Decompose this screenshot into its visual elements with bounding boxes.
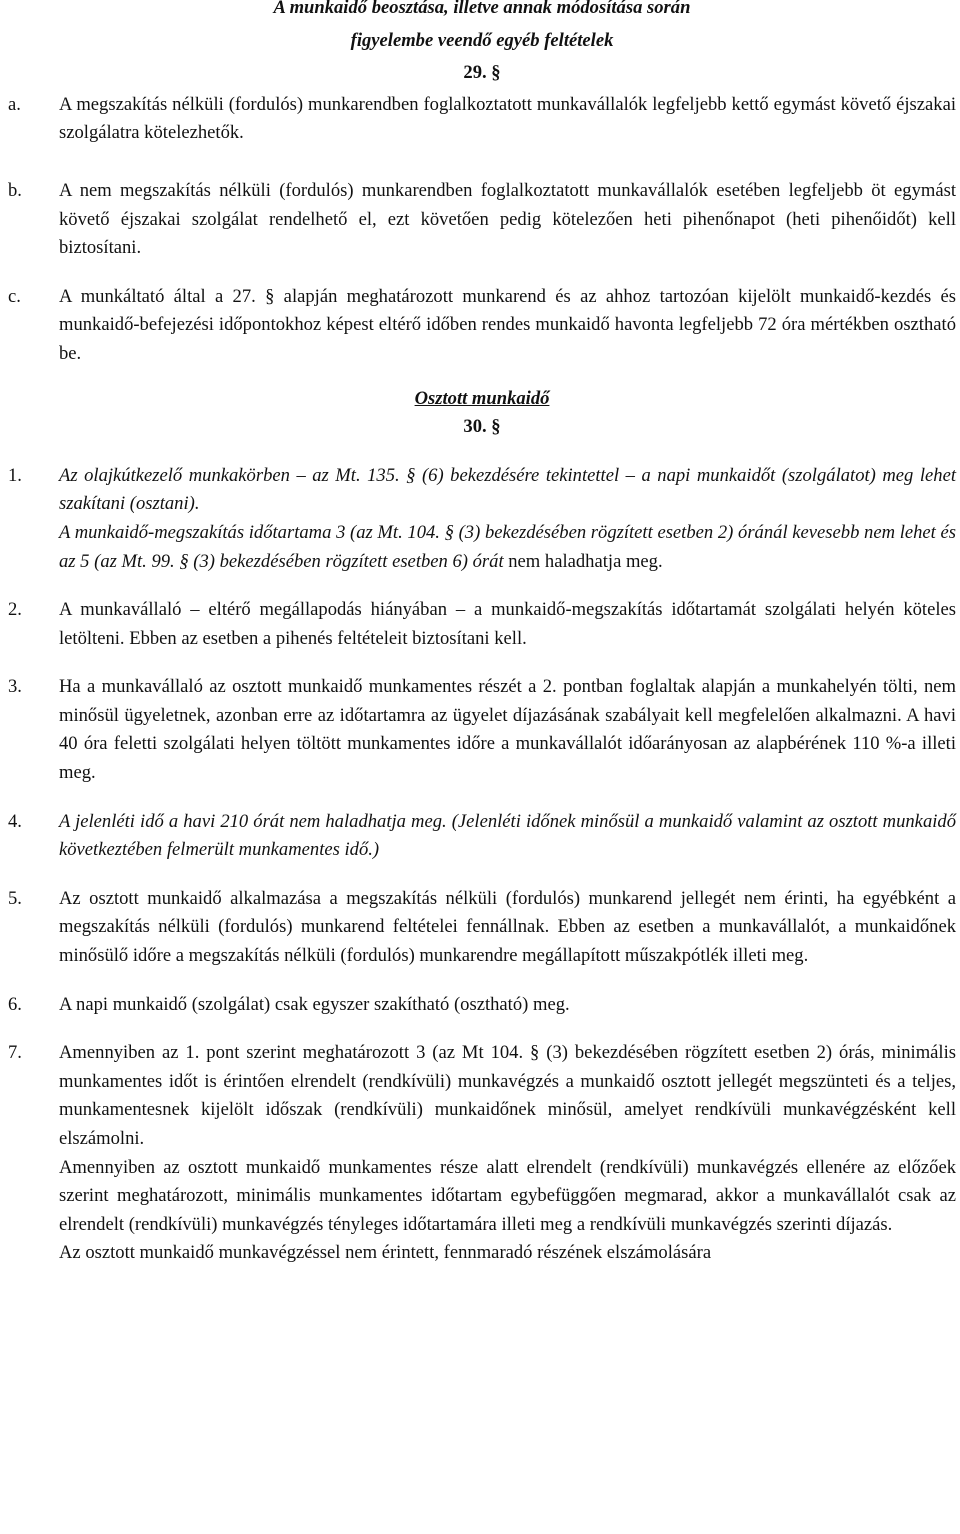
item-30-3 [8,673,956,787]
item-30-5 [8,885,956,971]
item-label: 2. [8,599,22,621]
item-30-6 [8,991,956,1020]
section-30-title-text: Osztott munkaidő [414,387,550,409]
item-label: c. [8,285,21,307]
item-label: 6. [8,993,22,1015]
item-label: 1. [8,464,22,486]
item-text: A munkáltató által a 27. § alapján meghatározott munkarend és az ahhoz tartozóan kijelölt munkaidő-kezdés és munkaidő-befejezési időpontokhoz képest eltérő időben rendes munkaidő havonta legfeljebb 72 óra mértékben osztható be. [59,285,956,364]
item-30-1-continuation [8,519,956,576]
item-text: A napi munkaidő (szolgálat) csak egyszer szakítható (osztható) meg. [59,993,570,1015]
item-text: A megszakítás nélküli (fordulós) munkarendben foglalkoztatott munkavállalók legfeljebb kettő egymást követő éjszakai szolgálatra kötelezhetők. [59,93,956,144]
item-text: A munkavállaló – eltérő megállapodás hiányában – a munkaidő-megszakítás időtartamát szolgálati helyén köteles letölteni. Ebben az esetben a pihenés feltételeit biztosítani kell. [59,599,956,649]
item-label: a. [8,93,21,115]
item-29-b [8,177,956,263]
item-30-7 [8,1039,956,1153]
item-29-c [8,283,956,369]
item-label: 3. [8,676,22,698]
item-30-1 [8,462,956,519]
item-text: Amennyiben az 1. pont szerint meghatározott 3 (az Mt 104. § (3) bekezdésében rögzített esetben 2) órás, minimális munkamentes időt is érintően elrendelt (rendkívüli) munkavégzés a munkaidő osztott jellegét megszünteti és a teljes, munkamentesnek kijelölt időszak (rendkívüli) munkaidőnek minősül, amelyet rendkívüli munkavégzésként kell elszámolni. [59,1042,956,1149]
item-text-plain: nem haladhatja meg. [503,550,663,572]
item-label: 5. [8,887,22,909]
item-text: A nem megszakítás nélküli (fordulós) munkarendben foglalkoztatott munkavállalók esetében legfeljebb öt egymást követő éjszakai szolgálat rendelhető el, ezt követően pedig kötelezően heti pihenőnapot (heti pihenőidőt) kell biztosítani. [59,179,956,259]
item-text: Ha a munkavállaló az osztott munkaidő munkamentes részét a 2. pontban foglaltak alapján a munkahelyén tölti, nem minősül ügyeletnek, azonban erre az időtartamra az ügyelet díjazásának szabályait kell megfelelően alkalmazni. A havi 40 óra feletti szolgálati helyen töltött munkamentes időre a munkavállalót időarányosan az alapbérének 110 %-a illeti meg. [59,676,956,784]
section-29-heading-line1: A munkaidő beosztása, illetve annak módosítása során [273,0,691,18]
item-text: Az olajkútkezelő munkakörben – az Mt. 135. § (6) bekezdésére tekintettel – a napi munkaidőt (szolgálatot) meg lehet szakítani (osztani). [59,464,956,515]
item-30-7-continuation-1: Amennyiben az osztott munkaidő munkamentes része alatt elrendelt (rendkívüli) munkavégzés ellenére az előzőek szerint meghatározott, minimális munkamentes időtartam egybefüggően megmarad, akkor a munkavállalót csak az elrendelt (rendkívüli) munkavégzés tényleges időtartamára illeti meg a rendkívüli munkavégzés szerinti díjazás. [59,1156,956,1235]
section-29-heading-line2: figyelembe veendő egyéb feltételek [350,29,614,51]
section-29-number: 29. § [463,62,501,84]
item-text: A jelenléti idő a havi 210 órát nem haladhatja meg. (Jelenléti időnek minősül a munkaidő valamint az osztott munkaidő következtében felmerült munkamentes idő.) [59,810,956,861]
item-label: 7. [8,1042,22,1064]
section-30-title [8,385,956,414]
item-text-italic: A munkaidő-megszakítás időtartama 3 (az Mt. 104. § (3) bekezdésében rögzített esetben 2) óránál kevesebb nem lehet és az 5 (az Mt. 99. § (3) bekezdésében rögzített esetben 6) órát [59,521,956,572]
item-label: b. [8,179,22,201]
item-30-4 [8,808,956,865]
item-text: Az osztott munkaidő alkalmazása a megszakítás nélküli (fordulós) munkarend jellegét nem érinti, ha egyébként a megszakítás nélküli (fordulós) munkarend feltételei fennállnak. Ebben az esetben a munkavállalót, a munkaidőnek minősülő időre a megszakítás nélküli (fordulós) munkarendre megállapított műszakpótlék illeti meg. [59,887,956,967]
item-29-a [8,91,956,148]
section-30-number: 30. § [463,416,501,438]
item-30-7-continuation-2: Az osztott munkaidő munkavégzéssel nem érintett, fennmaradó részének elszámolására [59,1242,712,1264]
item-label: 4. [8,810,22,832]
item-30-2 [8,596,956,653]
